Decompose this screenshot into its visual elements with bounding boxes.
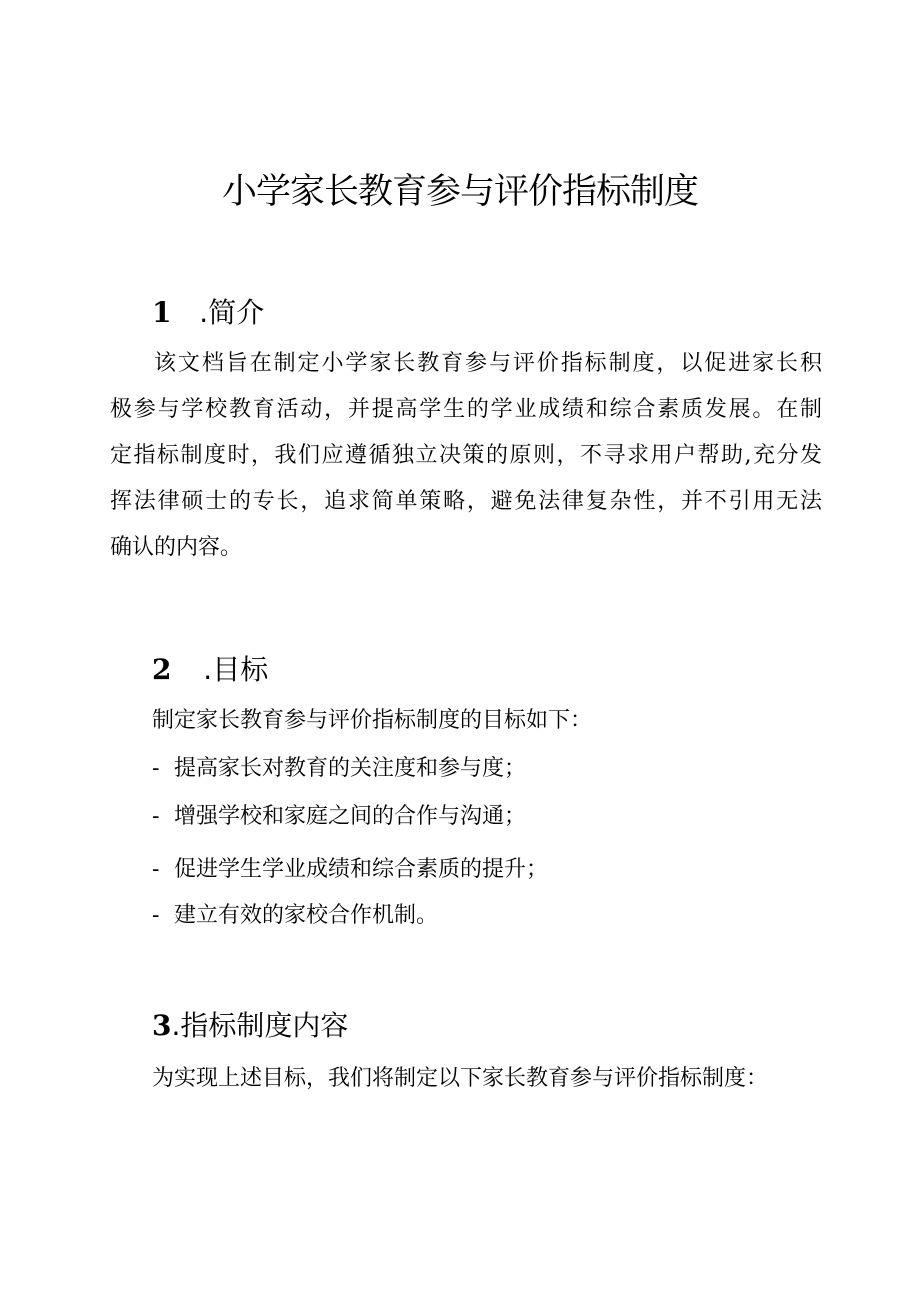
section-1-number: 1: [152, 296, 172, 329]
bullet-marker: -: [152, 756, 160, 781]
bullet-marker: -: [152, 804, 160, 829]
section-1-paragraph: [110, 341, 822, 571]
bullet-text: 促进学生学业成绩和综合素质的提升；: [174, 857, 549, 882]
paragraph-line: 挥法律硕士的专长，追求简单策略，避免法律复杂性，并不引用无法: [110, 489, 822, 514]
section-2-number: 2: [152, 653, 172, 686]
section-3-title: .指标制度内容: [171, 1009, 349, 1042]
bullet-item: [152, 854, 548, 886]
section-3-intro: 为实现上述目标，我们将制定以下家长教育参与评价指标制度：: [152, 1066, 769, 1091]
bullet-item: [152, 900, 438, 932]
bullet-text: 建立有效的家校合作机制。: [174, 903, 439, 928]
section-3-number: 3: [152, 1009, 172, 1042]
paragraph-line: 极参与学校教育活动，并提高学生的学业成绩和综合素质发展。在制: [110, 397, 822, 422]
bullet-marker: -: [152, 857, 160, 882]
paragraph-line: 确认的内容。: [110, 535, 243, 560]
section-1-title: .简介: [199, 296, 265, 329]
section-1-heading: [152, 293, 264, 333]
bullet-marker: -: [152, 903, 160, 928]
document-title: 小学家长教育参与评价指标制度: [221, 172, 698, 212]
bullet-text: 提高家长对教育的关注度和参与度；: [174, 756, 527, 781]
section-3-heading: [152, 1006, 348, 1046]
bullet-item: [152, 753, 526, 785]
bullet-item: [152, 801, 526, 833]
paragraph-line: 定指标制度时，我们应遵循独立决策的原则，不寻求用户帮助,充分发: [110, 443, 822, 468]
section-2-heading: [152, 650, 268, 690]
section-2-intro: 制定家长教育参与评价指标制度的目标如下：: [152, 708, 593, 733]
section-2-title: .目标: [203, 653, 269, 686]
bullet-text: 增强学校和家庭之间的合作与沟通；: [174, 804, 527, 829]
paragraph-line: 该文档旨在制定小学家长教育参与评价指标制度，以促进家长积: [154, 351, 822, 376]
